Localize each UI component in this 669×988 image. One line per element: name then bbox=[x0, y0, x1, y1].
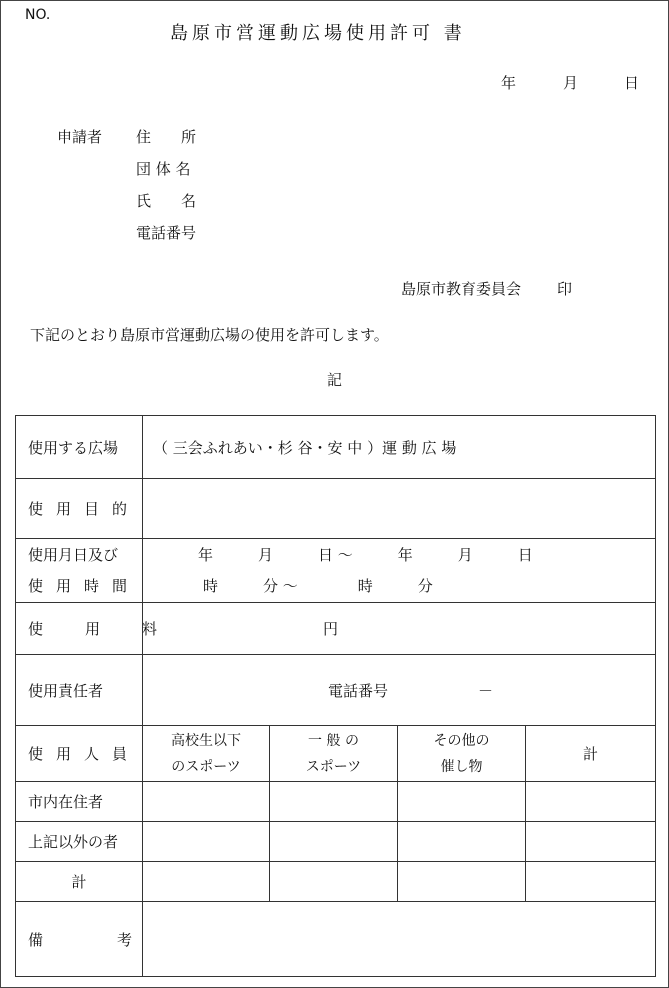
venue-row bbox=[16, 416, 656, 479]
resident-total-cell[interactable] bbox=[526, 782, 656, 822]
manager-row bbox=[16, 655, 656, 726]
datetime-row bbox=[16, 539, 656, 603]
row-total-label: 計 bbox=[16, 862, 143, 902]
venue-label: 使用する広場 bbox=[16, 416, 143, 479]
other-other-cell[interactable] bbox=[398, 822, 526, 862]
applicant-group-label: 団 体 名 bbox=[136, 160, 191, 178]
manager-phone[interactable]: 電話番号 － bbox=[143, 655, 656, 726]
purpose-label: 使用目的 bbox=[28, 500, 141, 518]
users-header-row bbox=[16, 726, 656, 782]
table-row bbox=[16, 782, 656, 822]
datetime-field[interactable] bbox=[143, 539, 656, 603]
ki-heading: 記 bbox=[327, 371, 343, 389]
remarks-field[interactable] bbox=[143, 902, 656, 977]
document-title: 島原市営運動広場使用許可 書 bbox=[170, 23, 466, 44]
datetime-label-date: 使用月日及び bbox=[28, 545, 119, 564]
manager-label: 使用責任者 bbox=[16, 655, 143, 726]
resident-highschool-cell[interactable] bbox=[143, 782, 270, 822]
date-year-label: 年 bbox=[501, 74, 517, 92]
purpose-field[interactable] bbox=[143, 479, 656, 539]
header-other-line1: その他の bbox=[433, 732, 490, 749]
fee-row bbox=[16, 603, 656, 655]
date-day-label: 日 bbox=[624, 74, 640, 92]
applicant-label: 申請者 bbox=[57, 128, 103, 146]
row-other-label: 上記以外の者 bbox=[16, 822, 143, 862]
applicant-phone-label: 電話番号 bbox=[136, 224, 197, 242]
total-other-cell[interactable] bbox=[398, 862, 526, 902]
header-other-events bbox=[398, 726, 526, 782]
header-general bbox=[270, 726, 398, 782]
header-highschool bbox=[143, 726, 270, 782]
users-label: 使用人員 bbox=[28, 745, 141, 763]
date-range-line: 年 月 日 ～ 年 月 日 bbox=[198, 545, 533, 564]
date-month-label: 月 bbox=[563, 74, 579, 92]
table-row bbox=[16, 822, 656, 862]
header-general-line1: 一 般 の bbox=[308, 732, 359, 749]
applicant-address-label: 住 所 bbox=[136, 128, 197, 146]
table-row bbox=[16, 862, 656, 902]
header-highschool-line2: のスポーツ bbox=[171, 758, 241, 775]
other-total-cell[interactable] bbox=[526, 822, 656, 862]
seal-mark: 印 bbox=[557, 280, 573, 298]
issuer-name: 島原市教育委員会 bbox=[401, 280, 522, 298]
header-general-line2: スポーツ bbox=[305, 758, 362, 775]
total-total-cell[interactable] bbox=[526, 862, 656, 902]
other-highschool-cell[interactable] bbox=[143, 822, 270, 862]
row-resident-label: 市内在住者 bbox=[16, 782, 143, 822]
fee-unit[interactable]: 円 bbox=[143, 603, 656, 655]
resident-general-cell[interactable] bbox=[270, 782, 398, 822]
resident-other-cell[interactable] bbox=[398, 782, 526, 822]
time-range-line: 時 分 ～ 時 分 bbox=[203, 576, 433, 595]
other-general-cell[interactable] bbox=[270, 822, 398, 862]
header-total: 計 bbox=[526, 726, 656, 782]
venue-value: （ 三会ふれあい・杉 谷・安 中 ）運 動 広 場 bbox=[143, 416, 656, 479]
fee-label: 使用料 bbox=[28, 620, 200, 638]
applicant-name-label: 氏 名 bbox=[136, 192, 197, 210]
remarks-label: 備考 bbox=[28, 930, 207, 949]
header-highschool-line1: 高校生以下 bbox=[171, 732, 241, 749]
datetime-label-time: 使用時間 bbox=[28, 576, 141, 595]
permission-statement: 下記のとおり島原市営運動広場の使用を許可します。 bbox=[30, 326, 389, 344]
total-highschool-cell[interactable] bbox=[143, 862, 270, 902]
header-other-line2: 催し物 bbox=[440, 758, 483, 775]
number-label: NO. bbox=[25, 7, 51, 23]
permit-table bbox=[15, 415, 656, 977]
total-general-cell[interactable] bbox=[270, 862, 398, 902]
remarks-row bbox=[16, 902, 656, 977]
purpose-row bbox=[16, 479, 656, 539]
